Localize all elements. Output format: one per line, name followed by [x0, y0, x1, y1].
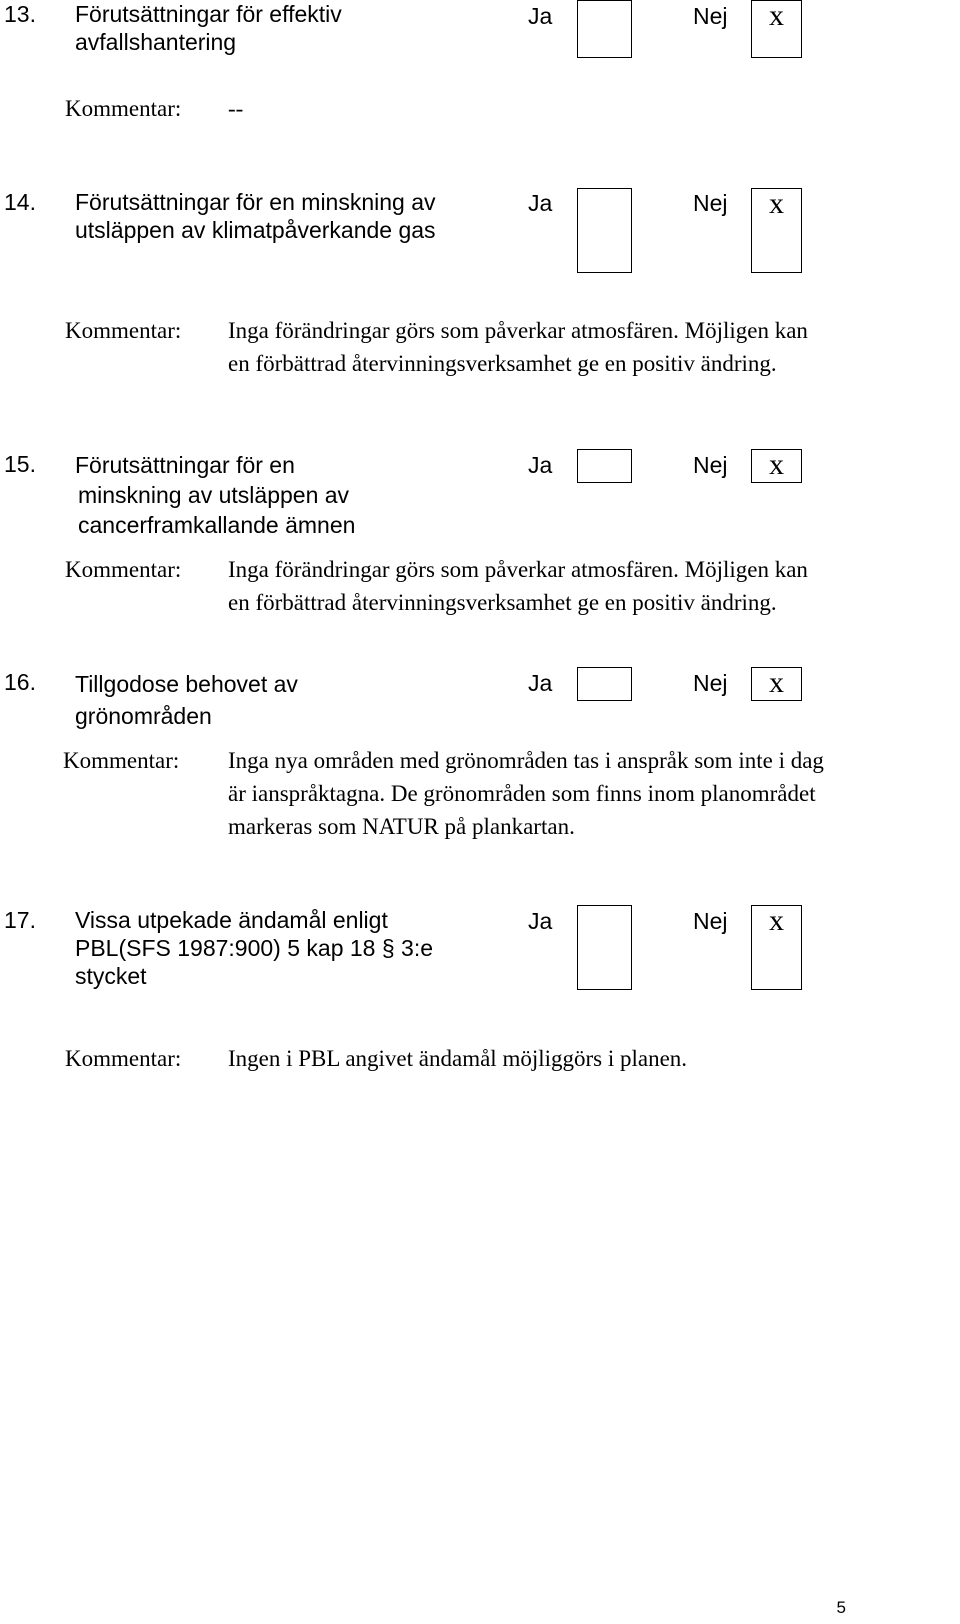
question-title-line: Förutsättningar för en: [75, 452, 295, 478]
comment-line: är ianspråktagna. De grönområden som finns inom planområdet: [228, 781, 816, 806]
comment-text: [228, 314, 808, 380]
question-title: [75, 450, 355, 540]
no-label: Nej: [693, 908, 728, 934]
question-title: [75, 668, 298, 732]
question-title-line: utsläppen av klimatpåverkande gas: [75, 217, 436, 243]
question-number: 13.: [4, 1, 36, 27]
question-title: [75, 188, 436, 244]
question-title: [75, 906, 433, 990]
yes-label: Ja: [528, 190, 553, 216]
question-title-line: grönområden: [75, 703, 212, 729]
yes-checkbox[interactable]: [577, 449, 632, 483]
no-label: Nej: [693, 3, 728, 29]
yes-label: Ja: [528, 670, 553, 696]
no-label: Nej: [693, 452, 728, 478]
comment-text: [228, 1042, 687, 1075]
comment-line: Inga förändringar görs som påverkar atmosfären. Möjligen kan: [228, 318, 808, 343]
question-title-line: Vissa utpekade ändamål enligt: [75, 907, 388, 933]
question-title: [75, 0, 342, 56]
question-title-line: avfallshantering: [75, 29, 237, 55]
no-label: Nej: [693, 670, 728, 696]
question-number: 17.: [4, 907, 36, 933]
comment-line: Inga förändringar görs som påverkar atmosfären. Möjligen kan: [228, 557, 808, 582]
question-number: 15.: [4, 451, 36, 477]
no-checkbox[interactable]: x: [751, 905, 802, 990]
yes-checkbox[interactable]: [577, 0, 632, 58]
question-title-line: cancerframkallande ämnen: [78, 512, 356, 538]
comment-label: Kommentar:: [65, 318, 182, 343]
question-number: 16.: [4, 669, 36, 695]
yes-label: Ja: [528, 908, 553, 934]
yes-checkbox[interactable]: [577, 667, 632, 701]
yes-label: Ja: [528, 3, 553, 29]
comment-label: Kommentar:: [65, 557, 182, 582]
no-checkbox[interactable]: x: [751, 0, 802, 58]
no-checkbox[interactable]: x: [751, 449, 802, 483]
comment-line: markeras som NATUR på plankartan.: [228, 814, 575, 839]
comment-text: [228, 553, 808, 619]
yes-checkbox[interactable]: [577, 188, 632, 273]
page-number: 5: [836, 1598, 846, 1617]
comment-line: en förbättrad återvinningsverksamhet ge en positiv ändring.: [228, 590, 777, 615]
comment-label: Kommentar:: [65, 96, 182, 121]
question-title-line: PBL(SFS 1987:900) 5 kap 18 § 3:e: [75, 935, 434, 961]
comment-line: --: [228, 96, 244, 121]
comment-text: [228, 92, 243, 125]
question-title-line: minskning av utsläppen av: [78, 482, 350, 508]
yes-checkbox[interactable]: [577, 905, 632, 990]
comment-label: Kommentar:: [63, 748, 180, 773]
comment-line: Ingen i PBL angivet ändamål möjliggörs i planen.: [228, 1046, 688, 1071]
comment-line: Inga nya områden med grönområden tas i anspråk som inte i dag: [228, 748, 824, 773]
yes-label: Ja: [528, 452, 553, 478]
question-title-line: Förutsättningar för effektiv: [75, 1, 342, 27]
comment-text: [228, 744, 824, 843]
no-checkbox[interactable]: x: [751, 188, 802, 273]
question-title-line: stycket: [75, 963, 147, 989]
question-title-line: Tillgodose behovet av: [75, 671, 298, 697]
comment-label: Kommentar:: [65, 1046, 182, 1071]
question-title-line: Förutsättningar för en minskning av: [75, 189, 436, 215]
comment-line: en förbättrad återvinningsverksamhet ge en positiv ändring.: [228, 351, 777, 376]
no-label: Nej: [693, 190, 728, 216]
question-number: 14.: [4, 189, 36, 215]
no-checkbox[interactable]: x: [751, 667, 802, 701]
